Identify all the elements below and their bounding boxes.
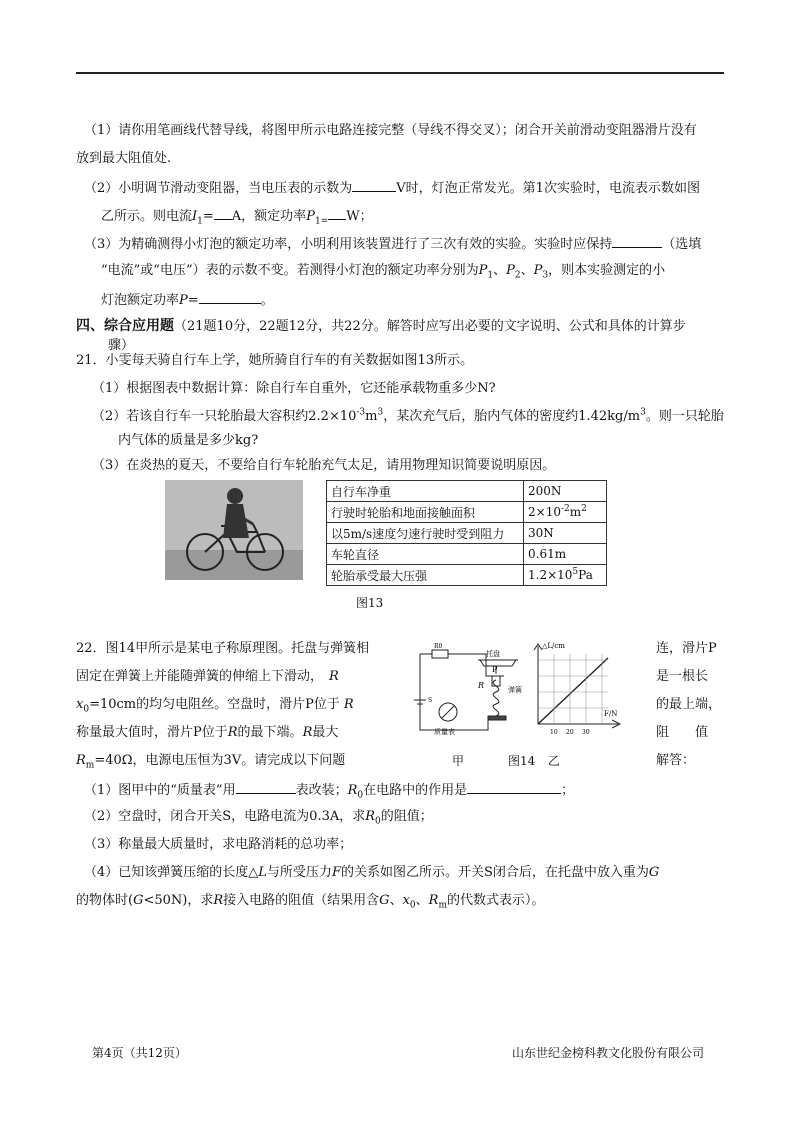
table-row: 行驶时轮胎和地面接触面积 $2\times 10^{-2}m^2$ <box>327 502 607 523</box>
q20-part2-line1: （2）小明调节滑动变阻器，当电压表的示数为 V时，灯泡正常发光。第1次实验时，电流表示数如图 <box>84 178 700 198</box>
figure-14-caption: 图14 <box>508 754 536 768</box>
tray-label: 托盘 <box>486 650 500 658</box>
q22-line3-left: $x_0=10cm$的均匀电阻丝。空盘时，滑片P位于 R <box>76 697 354 715</box>
blank-voltage[interactable] <box>352 178 396 192</box>
publisher-name: 山东世纪金榜科教文化股份有限公司 <box>512 1046 705 1060</box>
q22-line2-right: 是一根长 <box>656 669 709 684</box>
table-row: 轮胎承受最大压强 $1.2\times 10^5Pa$ <box>327 565 607 586</box>
q22-line1-right: 连，滑片P <box>656 641 717 656</box>
q22-line5-right: 解答： <box>656 753 696 768</box>
cyclist-image <box>165 480 303 580</box>
q20-part3-line1: （3）为精确测得小灯泡的额定功率，小明利用该装置进行了三次有效的实验。实验时应保持 （选填 <box>84 234 701 254</box>
table-row: 车轮直径 0.61m <box>327 544 607 565</box>
switch-s-label: S <box>428 697 433 704</box>
section-note-cont: 骤） <box>108 338 135 353</box>
slider-p-label: P <box>492 665 498 674</box>
header-rule <box>76 72 724 74</box>
spring-label: 弹簧 <box>508 686 522 694</box>
table-row: 自行车净重 200N <box>327 481 607 502</box>
q22-sub4-line2: 的物体时(G<50N)，求R接入电路的阻值（结果用含G、$x_0$、$R_m$的代数式表示）。 <box>76 893 545 911</box>
q22-sub4-line1: （4）已知该弹簧压缩的长度△L与所受压力F的关系如图乙所示。开关S闭合后，在托盘中放入重为G <box>84 865 660 880</box>
figure-14-diagram <box>408 640 628 752</box>
q20-part3-line2: “电流”或“电压”）表的示数不变。若测得小灯泡的额定功率分别为$P_1$、$P_2$、$P_3$，则本实验测定的小 <box>101 263 666 281</box>
figure-13-caption: 图13 <box>356 596 384 610</box>
q22-line3-right: 的最上端， <box>656 697 722 712</box>
q22-line5-left: $R_m=40\Omega$，电源电压恒为3V。请完成以下问题 <box>76 753 346 771</box>
figure-14-jia: 甲 <box>452 754 465 768</box>
q20-part1-line1: （1）请你用笔画线代替导线，将图甲所示电路连接完整（导线不得交叉）；闭合开关前滑动变阻器滑片没有 <box>84 123 697 138</box>
q20-part1-line2: 放到最大阻值处. <box>76 151 172 166</box>
q20-part2-line2: 乙所示。则电流$I_1= A$，额定功率$P_{1=}$ W； <box>101 206 373 226</box>
resistor-r0-label: R0 <box>434 643 443 650</box>
page-number: 第4页（共12页） <box>92 1046 187 1060</box>
blank-r0-role[interactable] <box>467 780 561 794</box>
q21-sub2-line1: （2）若该自行车一只轮胎最大容积约$2.2\times 10^{-3}m^3$，某次充气后，胎内气体的密度约$1.42kg/m^3$。则一只轮胎 <box>92 407 724 424</box>
q22-sub1: （1）图甲中的“质量表”用 表改装；$R_0$在电路中的作用是 ； <box>84 780 574 800</box>
q21-sub2-line2: 内气体的质量是多少kg? <box>118 433 259 448</box>
q21-sub3: （3）在炎热的夏天，不要给自行车轮胎充气太足，请用物理知识简要说明原因。 <box>92 458 556 473</box>
graph-x-label: F/N <box>604 710 618 718</box>
table-row: 以5m/s速度匀速行驶时受到阻力 30N <box>327 523 607 544</box>
q22-line4-left: 称量最大值时，滑片P位于R的最下端。R最大 <box>76 725 339 740</box>
q22-line1-left: 22．图14甲所示是某电子称原理图。托盘与弹簧相 <box>76 641 370 656</box>
q22-sub2: （2）空盘时，闭合开关S，电路电流为0.3A，求$R_0$的阻值； <box>84 809 433 827</box>
blank-power[interactable] <box>328 206 346 220</box>
q22-line2-left: 固定在弹簧上并能随弹簧的伸缩上下滑动， R <box>76 669 339 684</box>
q20-part3-line3: 灯泡额定功率P= 。 <box>101 290 274 310</box>
blank-meter-type[interactable] <box>236 780 296 794</box>
meter-label: 质量表 <box>434 728 455 736</box>
bike-data-table <box>326 480 607 586</box>
graph-tick: 30 <box>582 729 590 736</box>
blank-current[interactable] <box>214 206 232 220</box>
blank-rated-power[interactable] <box>199 290 261 304</box>
graph-y-label: △L/cm <box>542 642 565 650</box>
figure-14-yi: 乙 <box>548 754 561 768</box>
resistor-r-label: R <box>478 681 485 690</box>
q21-sub1: （1）根据图表中数据计算：除自行车自重外，它还能承载物重多少N? <box>92 381 496 396</box>
q21-stem: 21．小雯每天骑自行车上学，她所骑自行车的有关数据如图13所示。 <box>76 353 474 368</box>
q22-line4-right: 阻 值 <box>656 725 709 740</box>
section-title: 四、综合应用题（21题10分，22题12分，共22分。解答时应写出必要的文字说明、公式和具体的计算步 <box>76 318 686 334</box>
graph-tick: 10 <box>550 729 558 736</box>
blank-meter[interactable] <box>612 234 662 248</box>
graph-tick: 20 <box>566 729 574 736</box>
q22-sub3: （3）称量最大质量时，求电路消耗的总功率； <box>84 837 353 852</box>
